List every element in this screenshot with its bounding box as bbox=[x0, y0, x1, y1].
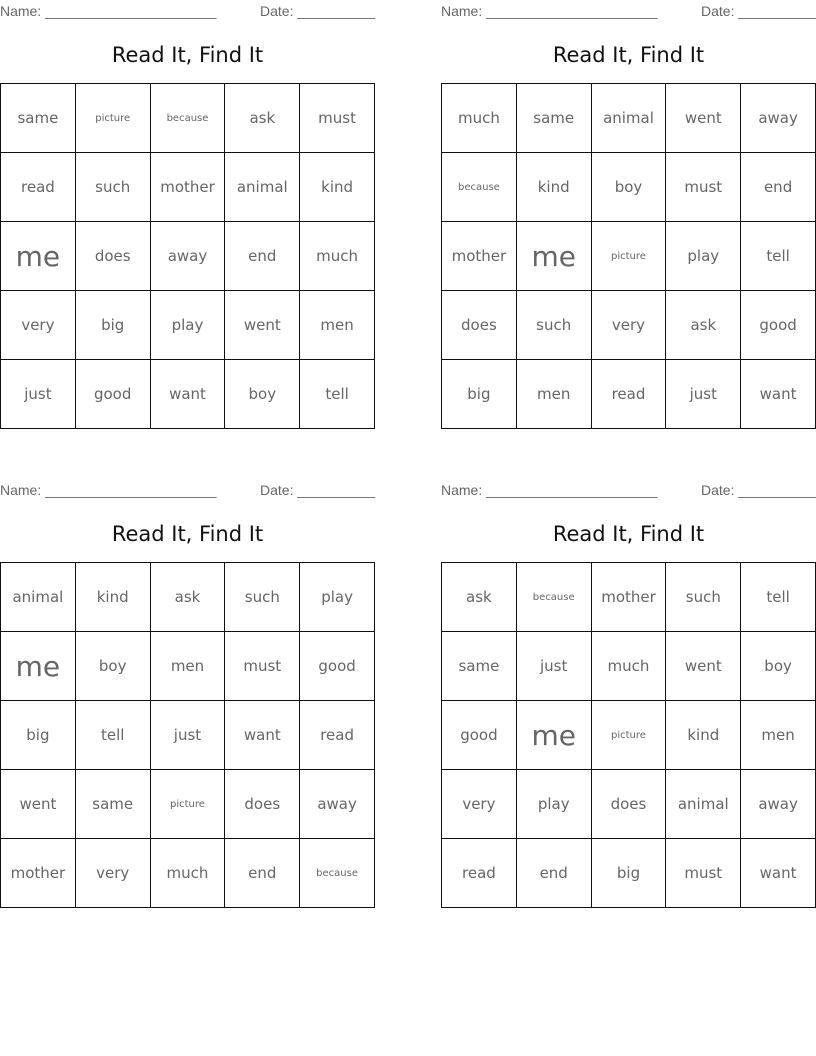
word-cell[interactable]: much bbox=[591, 632, 666, 701]
grid-row bbox=[1, 701, 375, 770]
word-cell[interactable]: must bbox=[666, 153, 741, 222]
word-cell[interactable]: just bbox=[150, 701, 225, 770]
word-cell[interactable]: want bbox=[741, 360, 816, 429]
word-cell[interactable]: boy bbox=[741, 632, 816, 701]
bingo-card-bottom-right bbox=[441, 479, 816, 908]
word-cell[interactable]: animal bbox=[225, 153, 300, 222]
word-cell[interactable]: me bbox=[1, 632, 76, 701]
grid-row bbox=[1, 632, 375, 701]
grid-row bbox=[1, 153, 375, 222]
card-title: Read It, Find It bbox=[552, 522, 705, 546]
word-cell[interactable]: does bbox=[591, 770, 666, 839]
word-cell[interactable]: just bbox=[1, 360, 76, 429]
grid-row bbox=[442, 839, 816, 908]
grid-row bbox=[442, 84, 816, 153]
date-field[interactable]: Date: __________ bbox=[701, 3, 816, 19]
grid-row bbox=[442, 563, 816, 632]
word-cell[interactable]: kind bbox=[666, 701, 741, 770]
word-cell[interactable]: play bbox=[150, 291, 225, 360]
word-cell[interactable]: want bbox=[225, 701, 300, 770]
grid-row bbox=[442, 770, 816, 839]
date-field[interactable]: Date: __________ bbox=[260, 482, 376, 498]
word-cell[interactable]: much bbox=[300, 222, 375, 291]
word-cell[interactable]: end bbox=[225, 839, 300, 908]
word-cell[interactable]: went bbox=[1, 770, 76, 839]
word-cell[interactable]: tell bbox=[75, 701, 150, 770]
word-cell[interactable]: kind bbox=[516, 153, 591, 222]
word-grid bbox=[0, 83, 375, 429]
grid-row bbox=[442, 701, 816, 770]
word-cell[interactable]: mother bbox=[1, 839, 76, 908]
word-cell[interactable]: does bbox=[75, 222, 150, 291]
word-cell[interactable]: tell bbox=[300, 360, 375, 429]
word-cell[interactable]: animal bbox=[1, 563, 76, 632]
word-grid bbox=[441, 83, 816, 429]
name-date-line bbox=[441, 479, 816, 501]
word-cell[interactable]: went bbox=[225, 291, 300, 360]
word-cell[interactable]: because bbox=[516, 563, 591, 632]
word-cell[interactable]: very bbox=[442, 770, 517, 839]
word-cell[interactable]: big bbox=[75, 291, 150, 360]
word-cell[interactable]: away bbox=[741, 84, 816, 153]
word-cell[interactable]: read bbox=[300, 701, 375, 770]
word-cell[interactable]: picture bbox=[591, 701, 666, 770]
word-cell[interactable]: went bbox=[666, 84, 741, 153]
bingo-card-top-left bbox=[0, 0, 375, 429]
word-cell[interactable]: much bbox=[442, 84, 517, 153]
word-cell[interactable]: end bbox=[516, 839, 591, 908]
grid-row bbox=[1, 222, 375, 291]
word-grid bbox=[0, 562, 375, 908]
word-cell[interactable]: very bbox=[1, 291, 76, 360]
bingo-card-top-right bbox=[441, 0, 816, 429]
word-cell[interactable]: me bbox=[516, 222, 591, 291]
word-cell[interactable]: want bbox=[150, 360, 225, 429]
date-field[interactable]: Date: __________ bbox=[260, 3, 376, 19]
word-cell[interactable]: just bbox=[516, 632, 591, 701]
card-title: Read It, Find It bbox=[552, 43, 705, 67]
word-cell[interactable]: read bbox=[1, 153, 76, 222]
word-cell[interactable]: such bbox=[516, 291, 591, 360]
word-cell[interactable]: because bbox=[442, 153, 517, 222]
grid-row bbox=[1, 84, 375, 153]
word-cell[interactable]: such bbox=[75, 153, 150, 222]
word-cell[interactable]: mother bbox=[591, 563, 666, 632]
word-cell[interactable]: ask bbox=[225, 84, 300, 153]
word-cell[interactable]: ask bbox=[442, 563, 517, 632]
date-field[interactable]: Date: __________ bbox=[701, 482, 816, 498]
grid-row bbox=[442, 632, 816, 701]
word-cell[interactable]: me bbox=[516, 701, 591, 770]
word-grid bbox=[441, 562, 816, 908]
word-cell[interactable]: boy bbox=[225, 360, 300, 429]
word-cell[interactable]: end bbox=[225, 222, 300, 291]
grid-row bbox=[1, 563, 375, 632]
word-cell[interactable]: want bbox=[741, 839, 816, 908]
word-cell[interactable]: went bbox=[666, 632, 741, 701]
name-date-line bbox=[0, 0, 375, 22]
word-cell[interactable]: very bbox=[591, 291, 666, 360]
word-cell[interactable]: boy bbox=[591, 153, 666, 222]
word-cell[interactable]: men bbox=[150, 632, 225, 701]
grid-row bbox=[442, 291, 816, 360]
word-cell[interactable]: animal bbox=[591, 84, 666, 153]
word-cell[interactable]: men bbox=[741, 701, 816, 770]
word-cell[interactable]: tell bbox=[741, 222, 816, 291]
name-date-line bbox=[441, 0, 816, 22]
name-field[interactable]: Name: ______________________ bbox=[0, 3, 217, 19]
word-cell[interactable]: must bbox=[300, 84, 375, 153]
word-cell[interactable]: much bbox=[150, 839, 225, 908]
word-cell[interactable]: picture bbox=[75, 84, 150, 153]
word-cell[interactable]: does bbox=[442, 291, 517, 360]
word-cell[interactable]: animal bbox=[666, 770, 741, 839]
word-cell[interactable]: does bbox=[225, 770, 300, 839]
word-cell[interactable]: must bbox=[225, 632, 300, 701]
word-cell[interactable]: away bbox=[300, 770, 375, 839]
word-cell[interactable]: play bbox=[666, 222, 741, 291]
word-cell[interactable]: same bbox=[516, 84, 591, 153]
grid-row bbox=[1, 291, 375, 360]
word-cell[interactable]: picture bbox=[591, 222, 666, 291]
name-field[interactable]: Name: ______________________ bbox=[441, 482, 658, 498]
word-cell[interactable]: away bbox=[741, 770, 816, 839]
word-cell[interactable]: such bbox=[666, 563, 741, 632]
word-cell[interactable]: play bbox=[300, 563, 375, 632]
name-field[interactable]: Name: ______________________ bbox=[0, 482, 217, 498]
word-cell[interactable]: good bbox=[300, 632, 375, 701]
word-cell[interactable]: men bbox=[516, 360, 591, 429]
word-cell[interactable]: picture bbox=[150, 770, 225, 839]
word-cell[interactable]: ask bbox=[150, 563, 225, 632]
card-title: Read It, Find It bbox=[111, 43, 264, 67]
word-cell[interactable]: because bbox=[150, 84, 225, 153]
word-cell[interactable]: good bbox=[442, 701, 517, 770]
word-cell[interactable]: good bbox=[75, 360, 150, 429]
grid-row bbox=[1, 839, 375, 908]
grid-row bbox=[1, 360, 375, 429]
name-field[interactable]: Name: ______________________ bbox=[441, 3, 658, 19]
word-cell[interactable]: big bbox=[1, 701, 76, 770]
grid-row bbox=[442, 222, 816, 291]
word-cell[interactable]: me bbox=[1, 222, 76, 291]
bingo-card-bottom-left bbox=[0, 479, 375, 908]
word-cell[interactable]: big bbox=[591, 839, 666, 908]
grid-row bbox=[442, 153, 816, 222]
word-cell[interactable]: end bbox=[741, 153, 816, 222]
word-cell[interactable]: big bbox=[442, 360, 517, 429]
word-cell[interactable]: mother bbox=[442, 222, 517, 291]
word-cell[interactable]: kind bbox=[300, 153, 375, 222]
word-cell[interactable]: play bbox=[516, 770, 591, 839]
word-cell[interactable]: men bbox=[300, 291, 375, 360]
word-cell[interactable]: same bbox=[442, 632, 517, 701]
word-cell[interactable]: kind bbox=[75, 563, 150, 632]
word-cell[interactable]: same bbox=[1, 84, 76, 153]
word-cell[interactable]: because bbox=[300, 839, 375, 908]
word-cell[interactable]: good bbox=[741, 291, 816, 360]
card-title: Read It, Find It bbox=[111, 522, 264, 546]
word-cell[interactable]: tell bbox=[741, 563, 816, 632]
word-cell[interactable]: read bbox=[591, 360, 666, 429]
word-cell[interactable]: mother bbox=[150, 153, 225, 222]
word-cell[interactable]: same bbox=[75, 770, 150, 839]
word-cell[interactable]: read bbox=[442, 839, 517, 908]
grid-row bbox=[442, 360, 816, 429]
word-cell[interactable]: ask bbox=[666, 291, 741, 360]
word-cell[interactable]: away bbox=[150, 222, 225, 291]
word-cell[interactable]: must bbox=[666, 839, 741, 908]
word-cell[interactable]: very bbox=[75, 839, 150, 908]
word-cell[interactable]: boy bbox=[75, 632, 150, 701]
word-cell[interactable]: such bbox=[225, 563, 300, 632]
grid-row bbox=[1, 770, 375, 839]
name-date-line bbox=[0, 479, 375, 501]
word-cell[interactable]: just bbox=[666, 360, 741, 429]
